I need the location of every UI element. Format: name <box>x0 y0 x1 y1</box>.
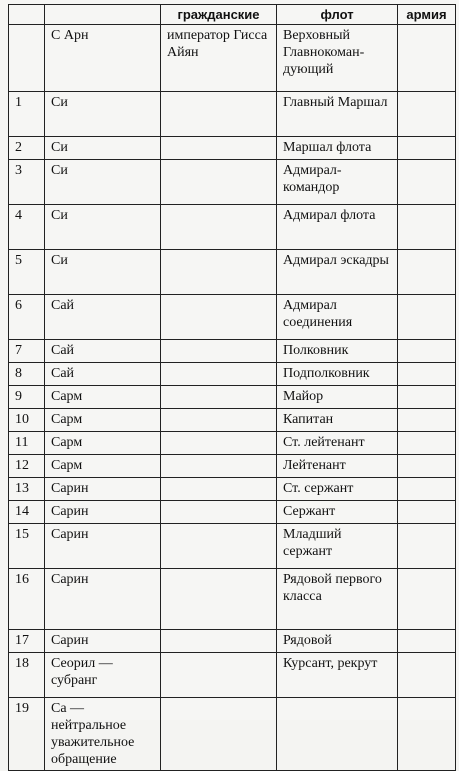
army-cell <box>398 501 456 524</box>
civil-cell <box>161 478 277 501</box>
army-cell <box>398 698 456 771</box>
title-cell: Сай <box>45 295 161 340</box>
row-number: 8 <box>9 363 45 386</box>
civil-cell: император Гисса Айян <box>161 25 277 92</box>
army-cell <box>398 386 456 409</box>
row-number: 9 <box>9 386 45 409</box>
civil-cell <box>161 340 277 363</box>
army-cell <box>398 409 456 432</box>
army-cell <box>398 478 456 501</box>
army-cell <box>398 137 456 160</box>
fleet-cell: Полковник <box>277 340 398 363</box>
army-cell <box>398 92 456 137</box>
title-cell: Си <box>45 92 161 137</box>
civil-cell <box>161 501 277 524</box>
army-cell <box>398 432 456 455</box>
table-row <box>9 363 456 386</box>
army-cell <box>398 250 456 295</box>
army-cell <box>398 340 456 363</box>
fleet-cell: Ст. сержант <box>277 478 398 501</box>
row-number: 1 <box>9 92 45 137</box>
fleet-cell: Капитан <box>277 409 398 432</box>
header-title <box>45 5 161 25</box>
army-cell <box>398 630 456 653</box>
table-row <box>9 250 456 295</box>
army-cell <box>398 524 456 569</box>
title-cell: Сарм <box>45 455 161 478</box>
table-row <box>9 698 456 771</box>
title-cell: Си <box>45 250 161 295</box>
civil-cell <box>161 92 277 137</box>
civil-cell <box>161 698 277 771</box>
table-row <box>9 630 456 653</box>
title-cell: Сарм <box>45 432 161 455</box>
civil-cell <box>161 137 277 160</box>
fleet-cell: Верховный Главнокоман-дующий <box>277 25 398 92</box>
table-row <box>9 432 456 455</box>
title-cell: Си <box>45 205 161 250</box>
title-cell: Сарм <box>45 386 161 409</box>
row-number: 2 <box>9 137 45 160</box>
fleet-cell: Сержант <box>277 501 398 524</box>
table-row <box>9 501 456 524</box>
title-cell: Сарин <box>45 524 161 569</box>
row-number: 17 <box>9 630 45 653</box>
table-row <box>9 160 456 205</box>
table-row <box>9 340 456 363</box>
table-row <box>9 455 456 478</box>
civil-cell <box>161 250 277 295</box>
fleet-cell: Адмирал эскадры <box>277 250 398 295</box>
table-row <box>9 653 456 698</box>
table-row <box>9 137 456 160</box>
army-cell <box>398 160 456 205</box>
row-number: 3 <box>9 160 45 205</box>
table-row <box>9 569 456 630</box>
header-fleet: флот <box>277 5 398 25</box>
civil-cell <box>161 630 277 653</box>
title-cell: Са — нейтральное уважительное обращение <box>45 698 161 771</box>
fleet-cell: Курсант, рекрут <box>277 653 398 698</box>
fleet-cell: Майор <box>277 386 398 409</box>
row-number: 5 <box>9 250 45 295</box>
civil-cell <box>161 160 277 205</box>
title-cell: Сеорил — субранг <box>45 653 161 698</box>
army-cell <box>398 455 456 478</box>
rank-table <box>8 4 456 771</box>
row-number: 4 <box>9 205 45 250</box>
header-num <box>9 5 45 25</box>
army-cell <box>398 653 456 698</box>
table-header-row <box>9 5 456 25</box>
civil-cell <box>161 295 277 340</box>
civil-cell <box>161 432 277 455</box>
table-row <box>9 478 456 501</box>
title-cell: Сарин <box>45 630 161 653</box>
army-cell <box>398 363 456 386</box>
table-row <box>9 25 456 92</box>
title-cell: Си <box>45 160 161 205</box>
header-army: армия <box>398 5 456 25</box>
army-cell <box>398 295 456 340</box>
army-cell <box>398 205 456 250</box>
table-body <box>9 25 456 771</box>
row-number: 16 <box>9 569 45 630</box>
row-number: 18 <box>9 653 45 698</box>
army-cell <box>398 569 456 630</box>
fleet-cell: Лейтенант <box>277 455 398 478</box>
table-row <box>9 205 456 250</box>
table-row <box>9 295 456 340</box>
fleet-cell: Адмирал соединения <box>277 295 398 340</box>
fleet-cell: Главный Маршал <box>277 92 398 137</box>
fleet-cell: Адмирал-командор <box>277 160 398 205</box>
title-cell: Сарин <box>45 501 161 524</box>
civil-cell <box>161 205 277 250</box>
title-cell: Сай <box>45 340 161 363</box>
civil-cell <box>161 363 277 386</box>
fleet-cell: Маршал флота <box>277 137 398 160</box>
fleet-cell: Ст. лейтенант <box>277 432 398 455</box>
civil-cell <box>161 409 277 432</box>
fleet-cell: Подполковник <box>277 363 398 386</box>
civil-cell <box>161 524 277 569</box>
fleet-cell: Младший сержант <box>277 524 398 569</box>
row-number: 12 <box>9 455 45 478</box>
title-cell: Си <box>45 137 161 160</box>
table-row <box>9 386 456 409</box>
row-number: 15 <box>9 524 45 569</box>
civil-cell <box>161 653 277 698</box>
title-cell: Сарин <box>45 478 161 501</box>
row-number: 13 <box>9 478 45 501</box>
civil-cell <box>161 569 277 630</box>
army-cell <box>398 25 456 92</box>
table-row <box>9 409 456 432</box>
title-cell: С Арн <box>45 25 161 92</box>
table-row <box>9 524 456 569</box>
row-number: 10 <box>9 409 45 432</box>
title-cell: Сарм <box>45 409 161 432</box>
title-cell: Сарин <box>45 569 161 630</box>
row-number: 14 <box>9 501 45 524</box>
title-cell: Сай <box>45 363 161 386</box>
row-number <box>9 25 45 92</box>
row-number: 7 <box>9 340 45 363</box>
civil-cell <box>161 455 277 478</box>
table-row <box>9 92 456 137</box>
civil-cell <box>161 386 277 409</box>
row-number: 19 <box>9 698 45 771</box>
row-number: 6 <box>9 295 45 340</box>
fleet-cell: Рядовой <box>277 630 398 653</box>
fleet-cell: Рядовой первого класса <box>277 569 398 630</box>
header-civil: гражданские <box>161 5 277 25</box>
fleet-cell <box>277 698 398 771</box>
fleet-cell: Адмирал флота <box>277 205 398 250</box>
row-number: 11 <box>9 432 45 455</box>
